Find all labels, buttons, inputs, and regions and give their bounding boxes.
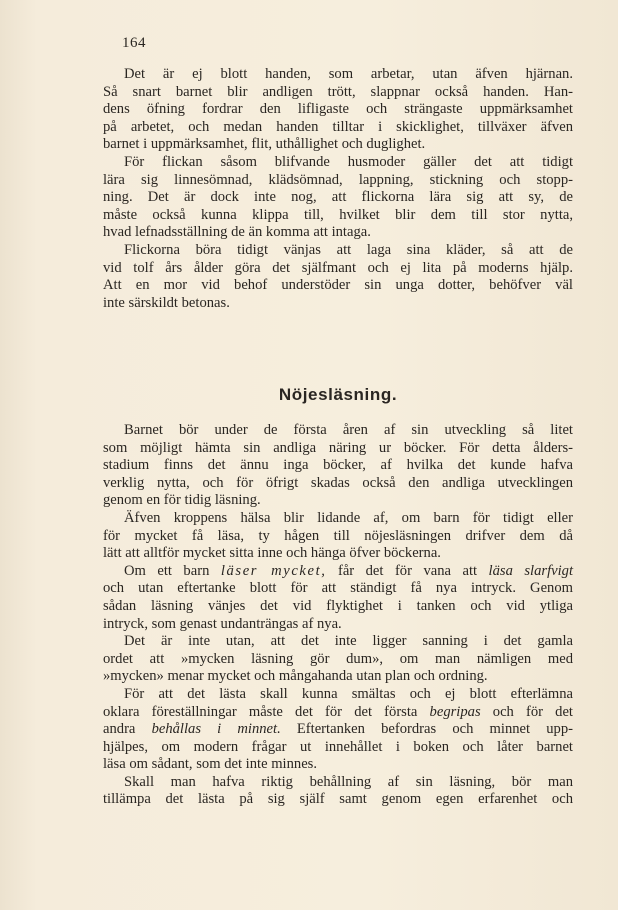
text-line: [103, 721, 573, 739]
text-line: hvad lefnadsställning de än komma att intaga.: [103, 224, 371, 241]
text-run: Om ett barn: [124, 562, 221, 579]
text-line: Flickorna böra tidigt vänjas att laga sina kläder, så att de: [124, 241, 573, 258]
page-number: 164: [122, 35, 146, 51]
text-line: [103, 563, 573, 581]
text-line: inte särskildt betonas.: [103, 294, 230, 311]
text-line: måste också kunna klippa till, hvilket blir dem till stor nytta,: [103, 206, 573, 223]
text-line: sådan läsning vänjes det vid flyktighet i tanken och vid ytliga: [103, 597, 573, 614]
text-line: [103, 704, 573, 722]
text-run: och för det: [480, 703, 573, 720]
text-line: Det är inte utan, att det inte ligger sanning i det gamla: [124, 633, 573, 650]
text-line: vid tolf års ålder göra det själfmant och ej lita på moderns hjälp.: [103, 259, 573, 276]
text-line: Äfven kroppens hälsa blir lidande af, om barn för tidigt eller: [124, 509, 573, 526]
text-line: ordet att »mycken läsning gör dum», om man nämligen med: [103, 650, 573, 667]
text-line: lära sig linnesömnad, klädsömnad, lappning, stickning och stopp-: [103, 171, 573, 188]
text-line: För att det lästa skall kunna smältas och ej blott efterlämna: [124, 685, 573, 702]
text-line: på arbetet, och medan handen tilltar i skicklighet, tillväxer äfven: [103, 118, 573, 135]
text-run: får det för vana att: [326, 562, 489, 579]
text-line: »mycken» menar mycket och mångahanda utan plan och ordning.: [103, 668, 488, 685]
text-line: läsa om sådant, som det inte minnes.: [103, 756, 318, 773]
text-line: som möjligt hämta sin andliga näring ur böcker. För detta ålders-: [103, 439, 573, 456]
italic-phrase: läsa slarfvigt: [488, 562, 574, 579]
text-run: oklara föreställningar måste det för det första: [103, 703, 430, 720]
text-run: andra: [103, 721, 152, 738]
italic-phrase: behållas i minnet.: [151, 721, 281, 738]
text-line: hjälpes, om modern frågar ut innehållet i boken och låter barnet: [103, 738, 573, 755]
text-run: Eftertanken befordras och minnet upp-: [280, 721, 573, 738]
text-line: dens öfning fordrar den lifligaste och strängaste uppmärksamhet: [103, 101, 573, 118]
text-line: och utan eftertanke blott för att ständigt få nya intryck. Genom: [103, 580, 573, 597]
text-line: lätt att alltför mycket sitta inne och hänga öfver böckerna.: [103, 545, 441, 562]
text-line: Det är ej blott handen, som arbetar, utan äfven hjärnan.: [124, 66, 573, 82]
section-handarbete-text: [103, 66, 573, 312]
text-line: för mycket få läsa, ty hågen till nöjesläsningen drifver dem då: [103, 527, 573, 544]
text-line: genom en för tidig läsning.: [103, 492, 261, 509]
text-line: Skall man hafva riktig behållning af sin läsning, bör man: [124, 773, 573, 790]
text-line: För flickan såsom blifvande husmoder gäller det att tidigt: [124, 153, 573, 170]
text-line: Barnet bör under de första åren af sin utveckling så litet: [124, 422, 573, 438]
text-line: tillämpa det lästa på sig själf samt genom egen erfarenhet och: [103, 791, 573, 808]
italic-phrase: läser mycket,: [220, 562, 327, 579]
section-nojeslasning-text: [103, 422, 573, 809]
text-line: ning. Det är dock inte nog, att flickorna lära sig att sy, de: [103, 189, 573, 206]
text-line: intryck, som genast undanträngas af nya.: [103, 615, 342, 632]
text-line: verklig nytta, och för öfrigt skadas också den andliga utvecklingen: [103, 474, 573, 491]
text-line: Så snart barnet blir andligen trött, slappnar också handen. Han-: [103, 83, 573, 100]
text-line: stadium finns det ännu inga böcker, af hvilka det kunde hafva: [103, 457, 573, 474]
text-line: Att en mor vid behof understöder sin unga dotter, behöfver väl: [103, 277, 573, 294]
section-heading: Nöjesläsning.: [278, 385, 398, 404]
text-line: barnet i uppmärksamhet, flit, uthållighet och duglighet.: [103, 136, 426, 153]
italic-phrase: begripas: [429, 703, 481, 720]
